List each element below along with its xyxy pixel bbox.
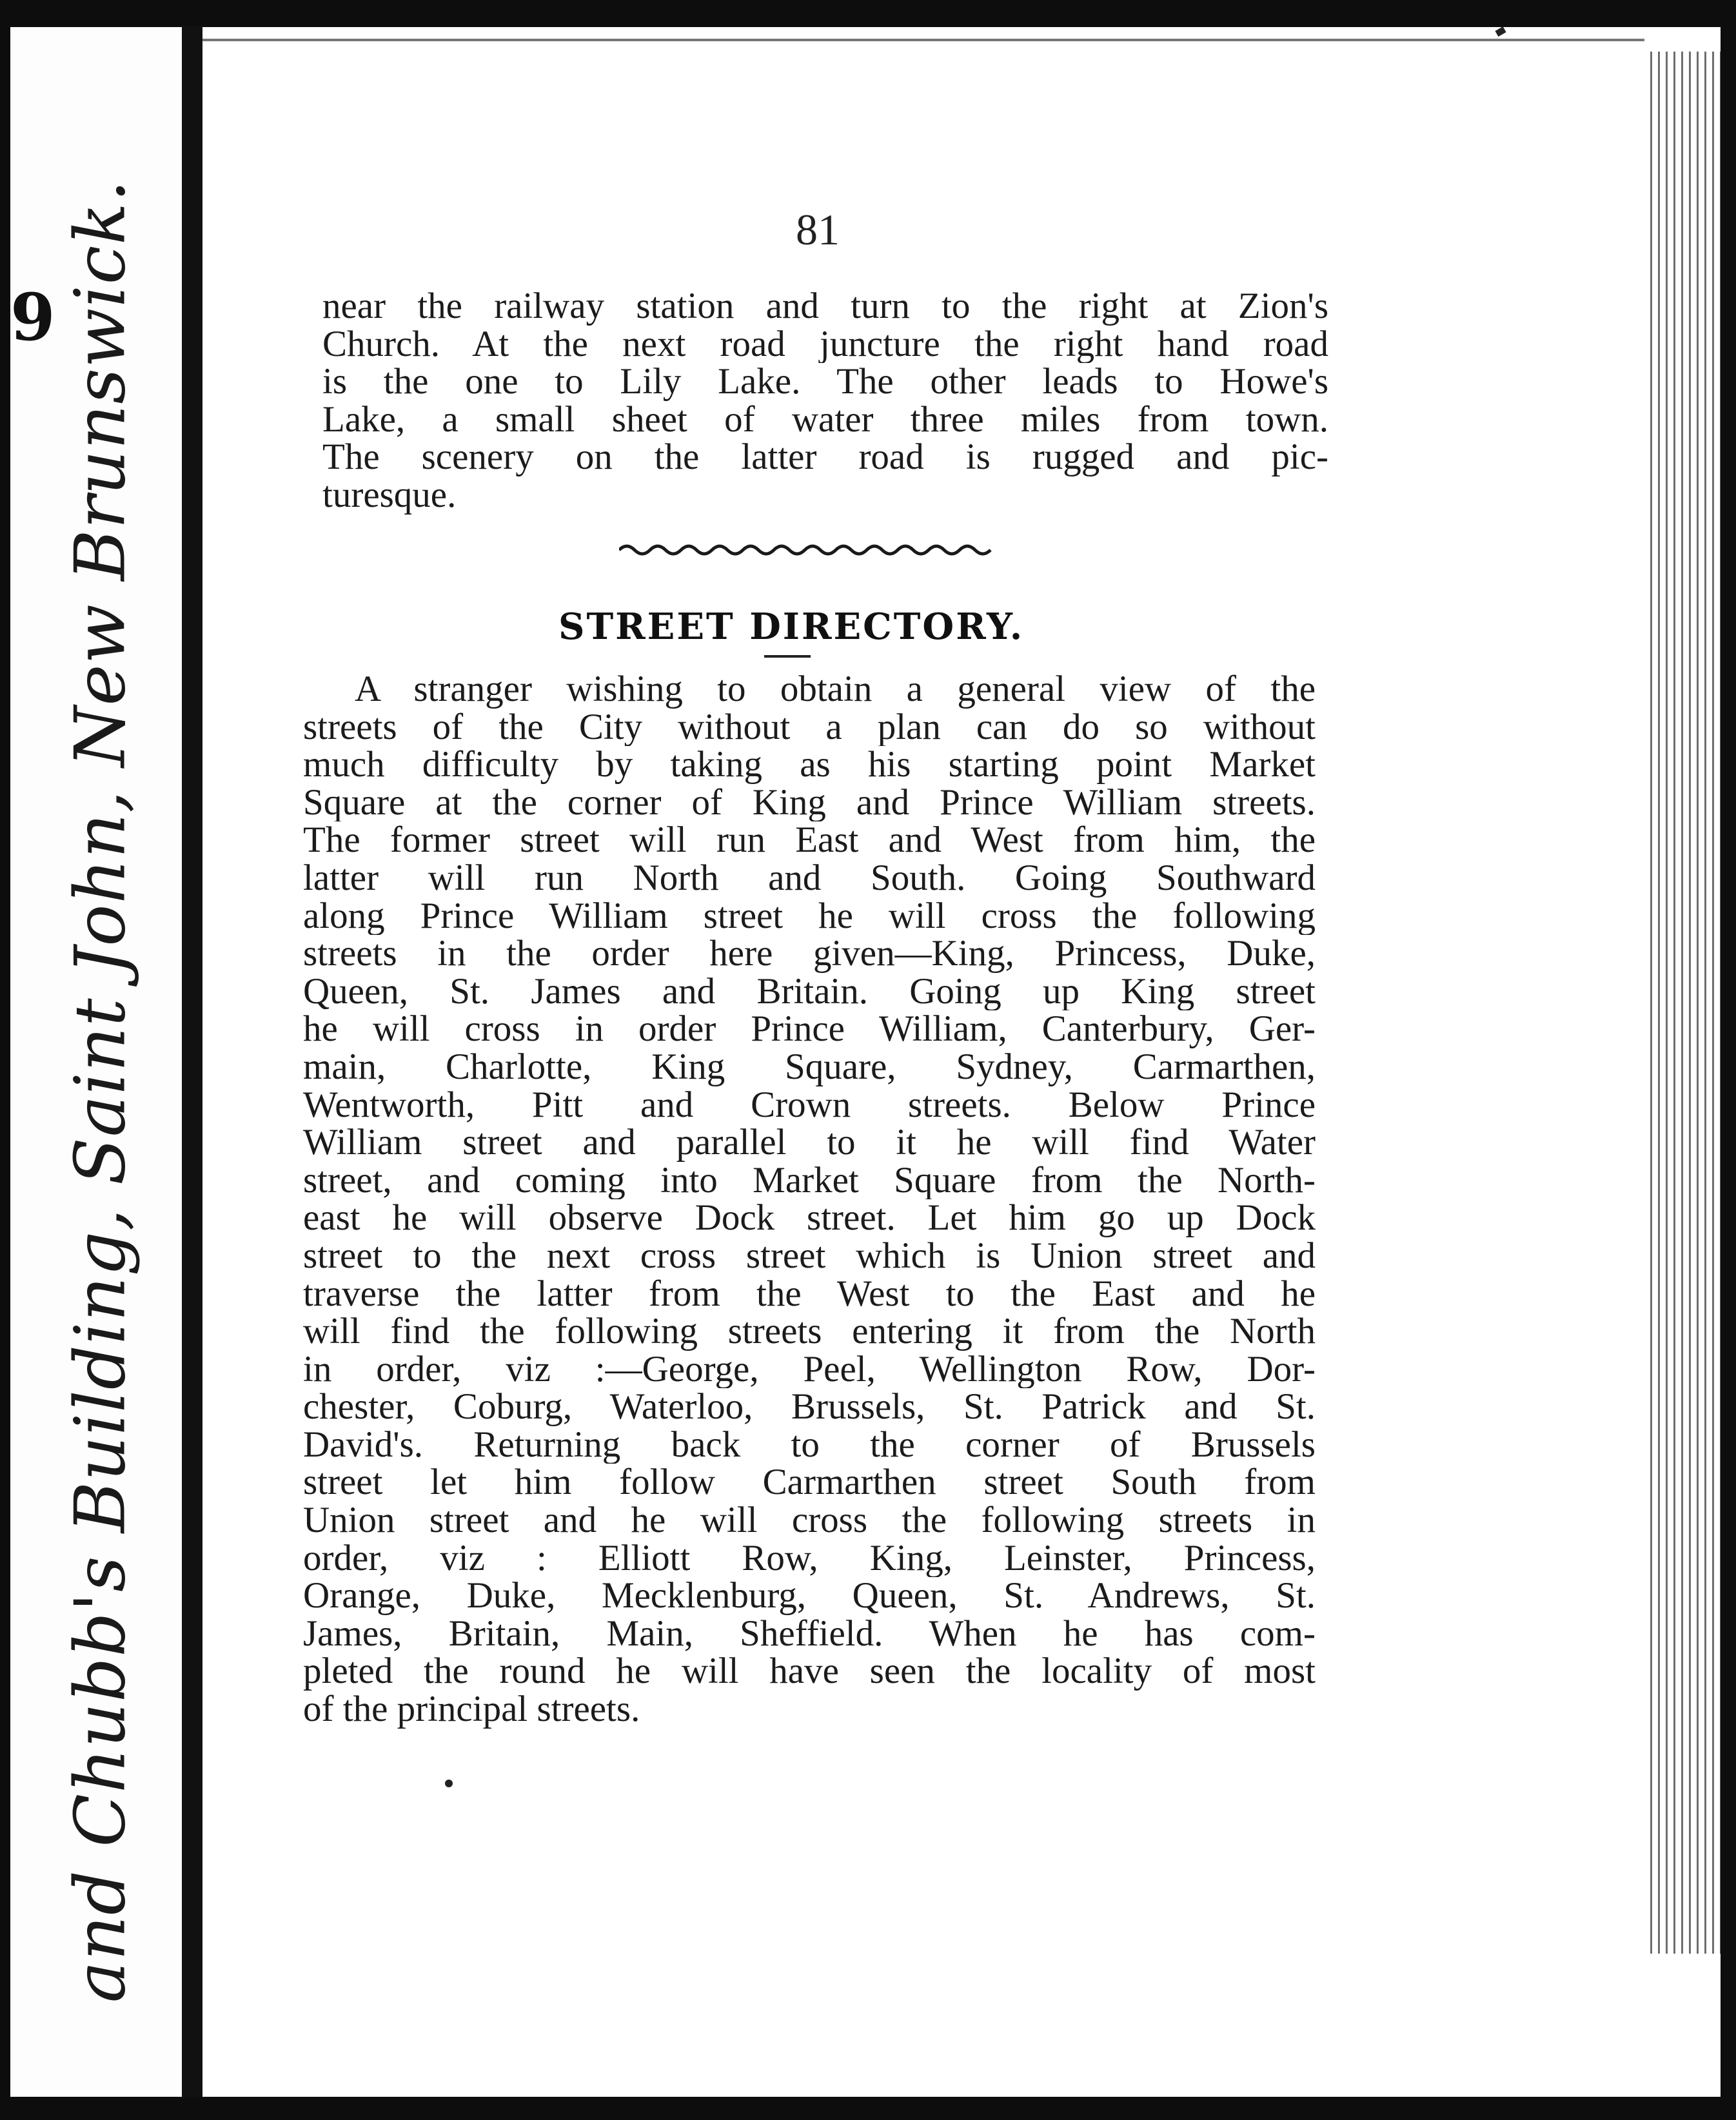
text-line: traverse the latter from the West to the East and he	[303, 1275, 1316, 1313]
text-line: Orange, Duke, Mecklenburg, Queen, St. Andrews, St.	[303, 1577, 1316, 1615]
intro-paragraph	[322, 288, 1328, 533]
scan-border-bottom	[0, 2097, 1736, 2120]
page-edges	[1644, 52, 1721, 1954]
text-line: along Prince William street he will cross the following	[303, 897, 1316, 936]
text-line: much difficulty by taking as his starting point Market	[303, 746, 1316, 784]
text-line: David's. Returning back to the corner of Brussels	[303, 1426, 1316, 1464]
text-line: A stranger wishing to obtain a general view of the	[355, 671, 1316, 709]
text-line: street to the next cross street which is Union street and	[303, 1237, 1316, 1275]
text-line: main, Charlotte, King Square, Sydney, Carmarthen,	[303, 1048, 1316, 1086]
text-line: will find the following streets entering it from the North	[303, 1313, 1316, 1351]
text-line: turesque.	[322, 476, 457, 515]
text-line: streets of the City without a plan can do so without	[303, 708, 1316, 747]
text-line: order, viz : Elliott Row, King, Leinster, Princess,	[303, 1539, 1316, 1578]
text-line: street, and coming into Market Square from the North-	[303, 1161, 1316, 1200]
section-title: STREET DIRECTORY.	[558, 605, 1025, 648]
text-line: pleted the round he will have seen the locality of most	[303, 1653, 1316, 1691]
facing-page	[10, 27, 182, 2097]
facing-page-vertical-imprint: and Chubb's Building, Saint John, New Brunswick.	[60, 179, 141, 2003]
page-number: 81	[796, 205, 840, 254]
scan-speck	[1495, 26, 1506, 37]
section-ornament	[619, 540, 993, 560]
text-line: Square at the corner of King and Prince William streets.	[303, 783, 1316, 822]
text-line: chester, Coburg, Waterloo, Brussels, St. Patrick and St.	[303, 1388, 1316, 1426]
street-directory-paragraph	[303, 671, 1316, 1780]
scan-border-top	[0, 0, 1736, 27]
text-line: Wentworth, Pitt and Crown streets. Below Prince	[303, 1086, 1316, 1124]
text-line: of the principal streets.	[303, 1691, 640, 1729]
text-line: near the railway station and turn to the right at Zion's	[322, 288, 1328, 326]
ink-dot	[445, 1780, 453, 1787]
text-line: The former street will run East and West from him, the	[303, 821, 1316, 859]
text-line: in order, viz :—George, Peel, Wellington Row, Dor-	[303, 1350, 1316, 1389]
text-line: Church. At the next road juncture the right hand road	[322, 325, 1328, 364]
scan-border-left	[0, 0, 10, 2120]
text-line: is the one to Lily Lake. The other leads to Howe's	[322, 363, 1328, 401]
text-line: The scenery on the latter road is rugged and pic-	[322, 438, 1328, 476]
text-line: east he will observe Dock street. Let him go up Dock	[303, 1199, 1316, 1237]
text-line: Union street and he will cross the following streets in	[303, 1502, 1316, 1540]
book-gutter	[182, 26, 202, 2097]
text-line: he will cross in order Prince William, Canterbury, Ger-	[303, 1010, 1316, 1048]
facing-page-corner-mark: 9	[10, 279, 55, 355]
scan-border-right	[1721, 0, 1736, 2120]
text-line: latter will run North and South. Going Southward	[303, 859, 1316, 898]
text-line: Queen, St. James and Britain. Going up King street	[303, 972, 1316, 1011]
title-underline	[764, 655, 811, 658]
text-line: street let him follow Carmarthen street South from	[303, 1464, 1316, 1502]
text-line: streets in the order here given—King, Princess, Duke,	[303, 935, 1316, 973]
text-line: William street and parallel to it he will find Water	[303, 1124, 1316, 1162]
text-line: James, Britain, Main, Sheffield. When he has com-	[303, 1615, 1316, 1653]
text-line: Lake, a small sheet of water three miles from town.	[322, 400, 1328, 439]
